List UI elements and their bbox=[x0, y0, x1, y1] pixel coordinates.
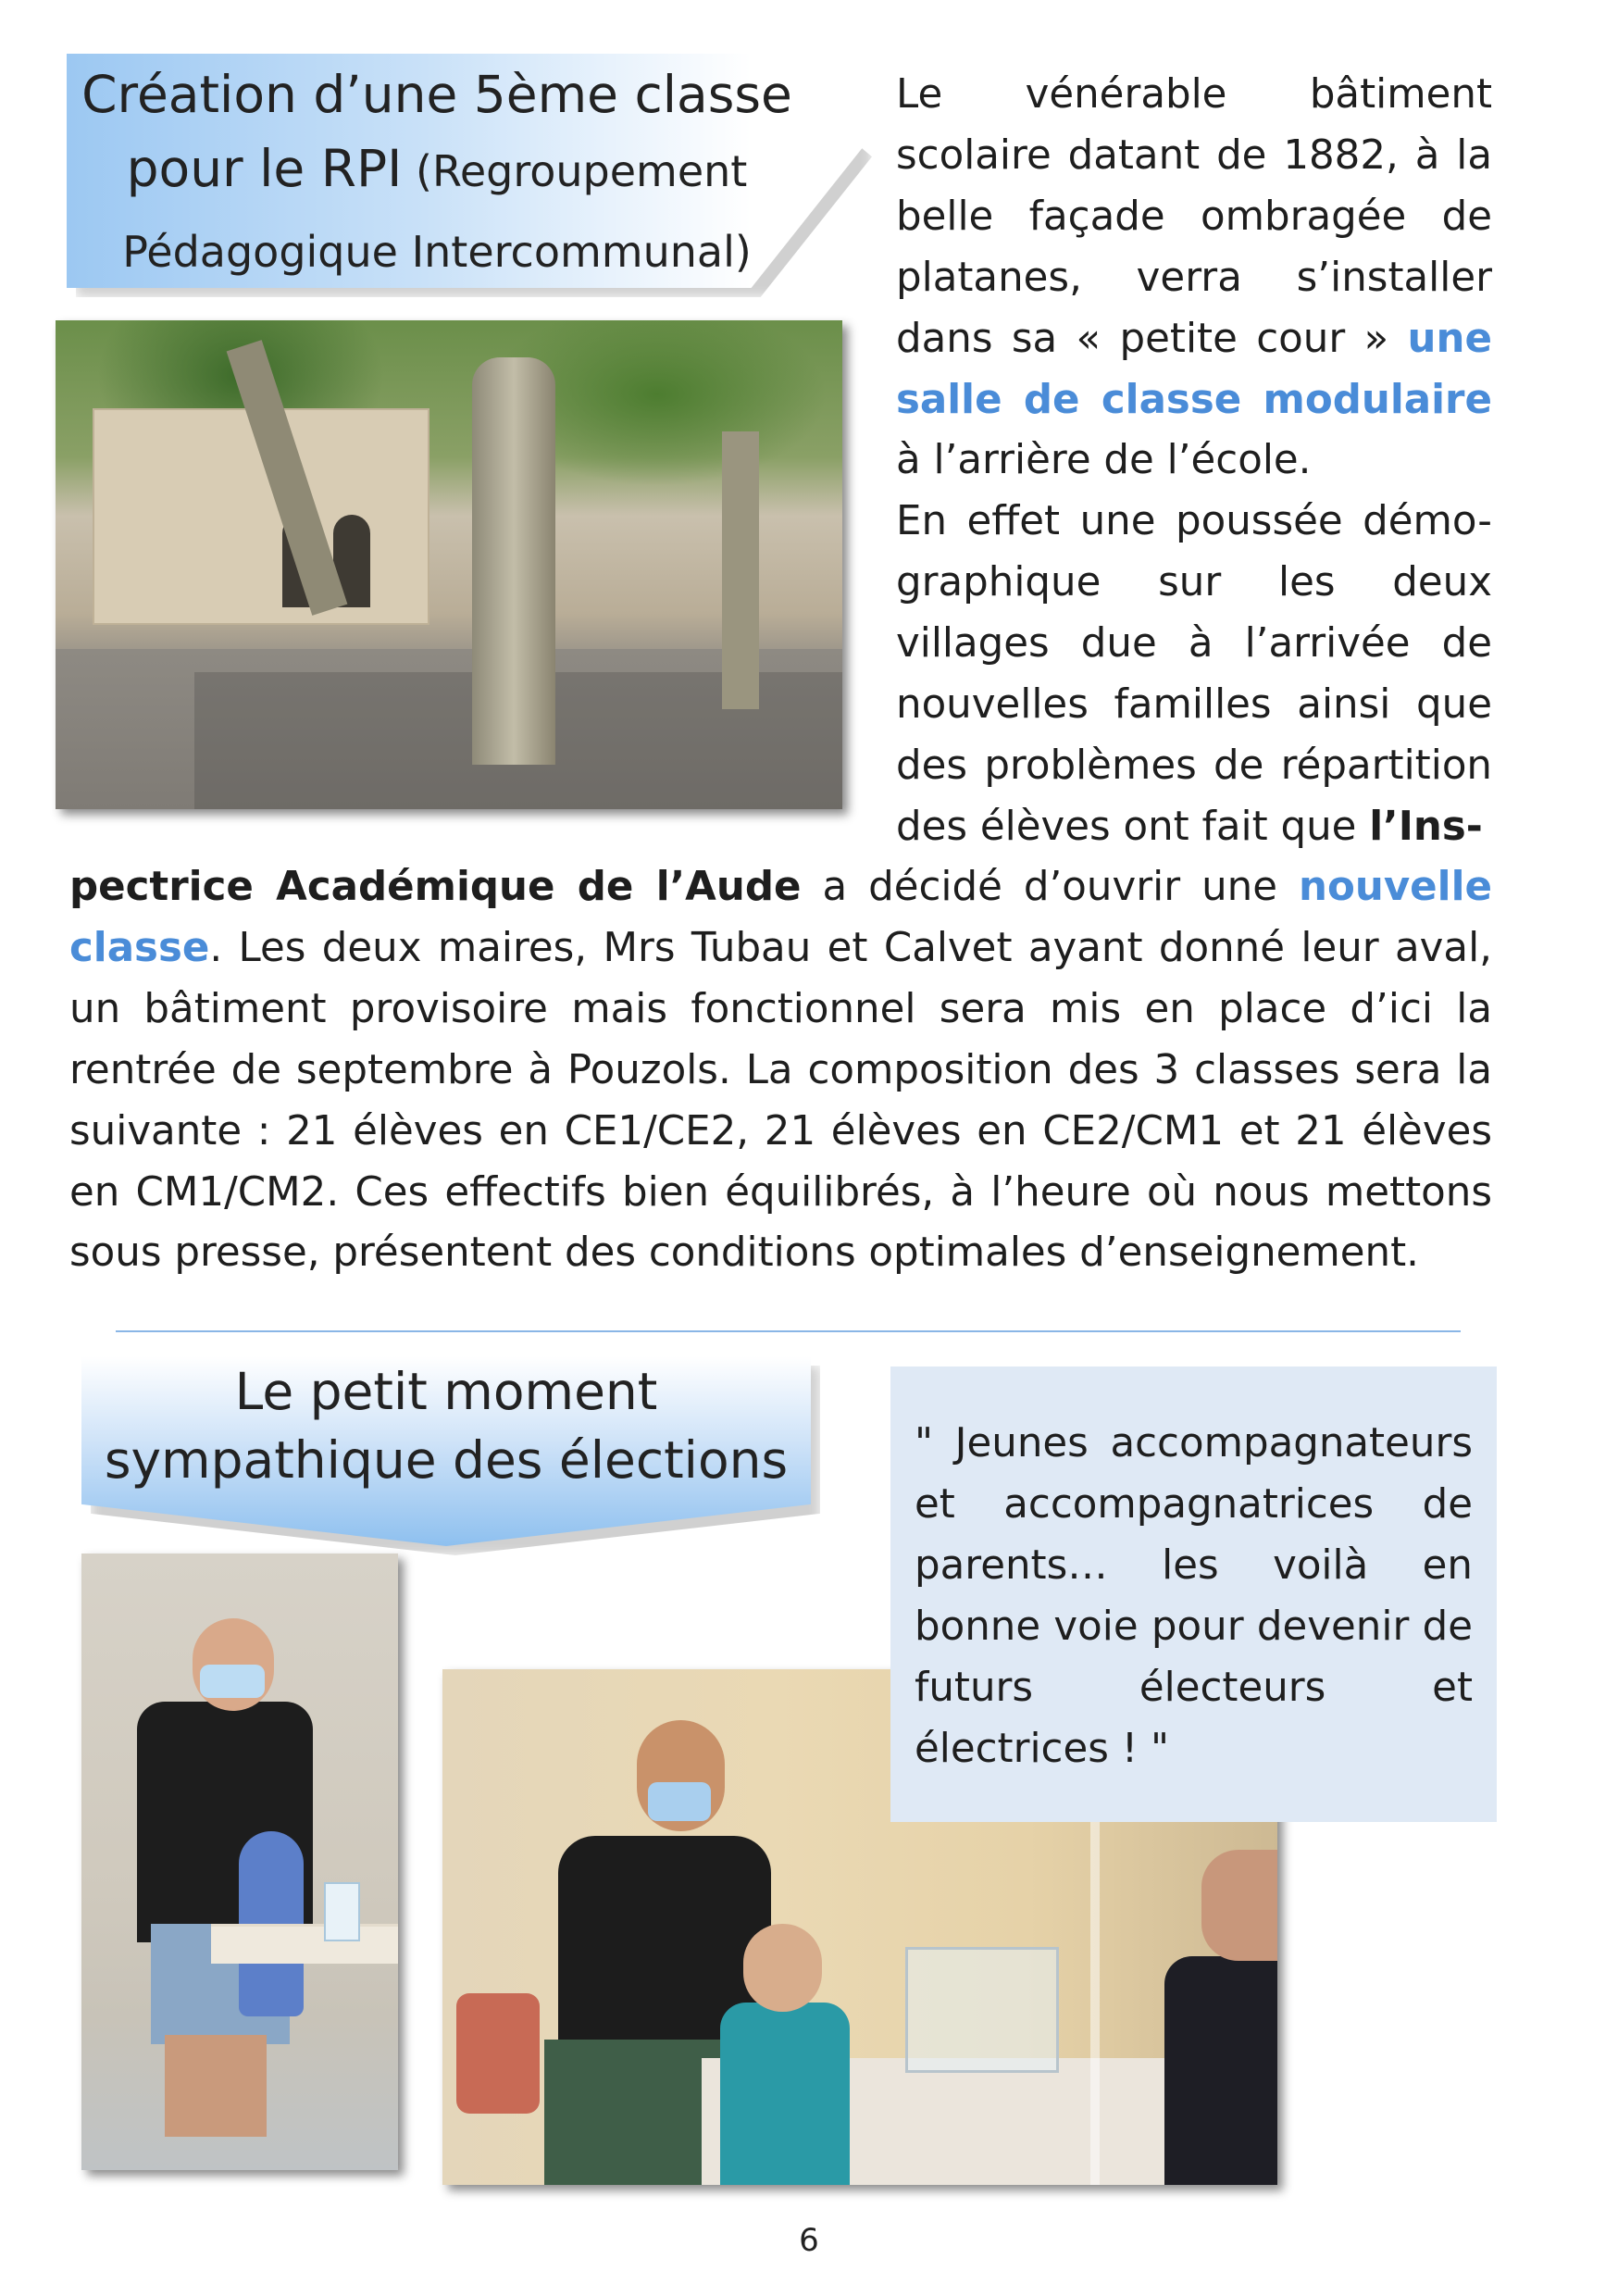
article1-title-line1: Création d’une 5ème classe bbox=[81, 65, 792, 124]
article1-column-text bbox=[896, 65, 1492, 858]
text-span: à l’arrière de l’école. bbox=[896, 437, 1312, 484]
sanitizer-bottle bbox=[324, 1882, 360, 1941]
highlight-new-class: nouvelle classe bbox=[69, 864, 1493, 971]
text-span: En effet une poussée démo-graphique sur les deux villages due à l’arrivée de nouvelles familles ainsi que des problèmes de répartition des élèves ont fait que bbox=[896, 498, 1492, 850]
article2-title-line2: sympathique des élections bbox=[104, 1430, 789, 1490]
plane-tree-trunk bbox=[722, 431, 759, 709]
article1-full-width-text bbox=[69, 857, 1492, 1284]
legs bbox=[165, 2035, 267, 2137]
voting-table bbox=[211, 1924, 398, 1964]
face-mask bbox=[648, 1782, 711, 1821]
highlight-modular-classroom: une salle de classe modulaire bbox=[896, 315, 1492, 423]
bold-inspectrice: pectrice Académique de l’Aude bbox=[69, 864, 802, 910]
face-mask bbox=[200, 1665, 265, 1698]
school-courtyard-photo bbox=[56, 320, 842, 809]
article1-title-paren: (Regroupement bbox=[402, 146, 748, 196]
page-number: 6 bbox=[799, 2222, 819, 2259]
quote-text: " Jeunes accompagnateurs et accompagnatrices de parents… les voilà en bonne voie pour devenir de futurs électeurs et électrices ! " bbox=[915, 1420, 1473, 1772]
boy-head bbox=[743, 1924, 822, 2012]
section-divider bbox=[116, 1330, 1461, 1332]
article1-paragraph1 bbox=[896, 65, 1492, 492]
quote-box bbox=[890, 1366, 1497, 1822]
plane-tree-trunk bbox=[472, 357, 555, 765]
ballot-box bbox=[905, 1947, 1059, 2073]
article1-title-rpi: pour le RPI bbox=[126, 139, 403, 198]
text-span: a décidé d’ouvrir une bbox=[801, 864, 1299, 910]
article2-title-line1: Le petit moment bbox=[234, 1362, 658, 1421]
article1-title-line2 bbox=[76, 131, 798, 218]
article1-title-line3: Pédagogique Intercommunal) bbox=[122, 227, 752, 277]
bold-inspectrice-start: l’Ins- bbox=[1369, 803, 1483, 850]
article1-title bbox=[76, 57, 798, 285]
man-head bbox=[1201, 1850, 1277, 1961]
handbag bbox=[456, 1993, 540, 2114]
article1-paragraph2 bbox=[896, 492, 1492, 857]
text-span: Le vénérable bâtiment scolaire datant de 1882, à la belle façade ombragée de platanes, verra s’installer dans sa « petite cour » bbox=[896, 71, 1492, 362]
man-body bbox=[1164, 1956, 1277, 2185]
text-span: . Les deux maires, Mrs Tubau et Calvet ayant donné leur aval, un bâtiment provisoire mais fonctionnel sera mis en place d’ici la rentrée de septembre à Pouzols. La composition des 3 classes sera la suivante : 21 élèves en CE1/CE2, 21 élèves en CE2/CM1 et 21 élèves en CM1/CM2. Ces effectifs bien équilibrés, à l’heure où nous mettons sous presse, présentent des conditions optimales d’enseignement. bbox=[69, 924, 1492, 1277]
election-photo-father-child bbox=[81, 1554, 398, 2170]
article2-title bbox=[81, 1357, 811, 1494]
boy-body bbox=[720, 2003, 850, 2185]
